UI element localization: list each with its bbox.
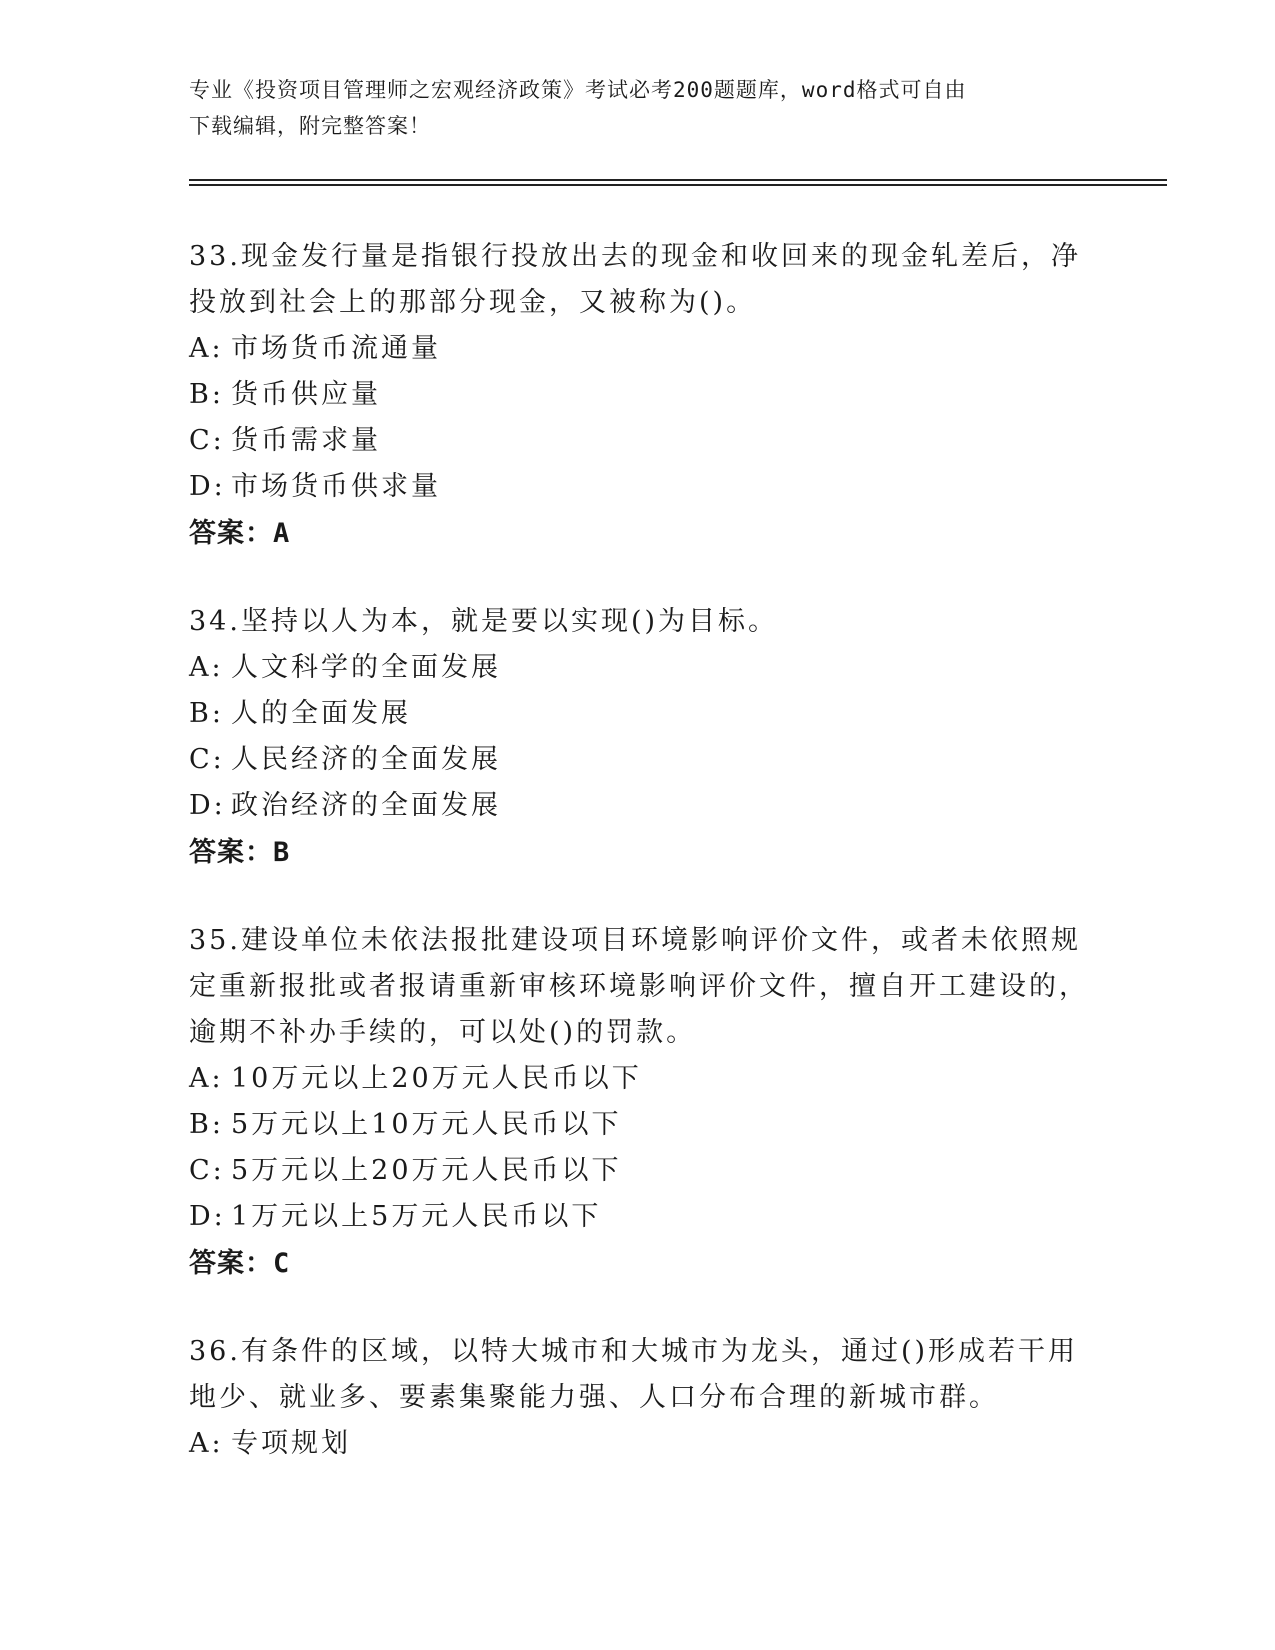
option-key: A: [189, 333, 224, 364]
question-number: 36. [189, 1336, 241, 1367]
option-key: B: [189, 379, 224, 410]
option-text: 专项规划 [231, 1428, 351, 1459]
question-list [189, 234, 1089, 1508]
option-b [189, 372, 1089, 418]
header-divider-bottom [189, 184, 1167, 186]
option-text: 市场货币供求量 [231, 471, 441, 502]
option-key: C: [189, 425, 225, 456]
option-text: 政治经济的全面发展 [231, 790, 501, 821]
document-header [189, 72, 1089, 144]
option-b [189, 691, 1089, 737]
option-a [189, 1056, 1089, 1102]
header-divider-top [189, 179, 1167, 181]
question-text: 建设单位未依法报批建设项目环境影响评价文件，或者未依照规定重新报批或者报请重新审核环境影响评价文件，擅自开工建设的，逾期不补办手续的，可以处()的罚款。 [189, 925, 1089, 1048]
question-stem [189, 1329, 1089, 1421]
option-key: A: [189, 1063, 224, 1094]
question-number: 34. [189, 606, 241, 637]
question-35 [189, 918, 1089, 1288]
question-33 [189, 234, 1089, 558]
option-key: B: [189, 1109, 224, 1140]
option-text: 1万元以上5万元人民币以下 [231, 1201, 602, 1232]
option-a [189, 326, 1089, 372]
option-text: 5万元以上10万元人民币以下 [231, 1109, 622, 1140]
answer-line: 答案：A [189, 518, 291, 549]
question-text: 现金发行量是指银行投放出去的现金和收回来的现金轧差后，净投放到社会上的那部分现金，又被称为()。 [189, 241, 1081, 318]
option-key: C: [189, 1155, 225, 1186]
option-key: D: [189, 471, 226, 502]
question-34 [189, 599, 1089, 877]
header-line-2: 下载编辑，附完整答案！ [189, 114, 431, 138]
question-text: 有条件的区域，以特大城市和大城市为龙头，通过()形成若干用地少、就业多、要素集聚能力强、人口分布合理的新城市群。 [189, 1336, 1079, 1413]
option-text: 人民经济的全面发展 [231, 744, 501, 775]
option-key: D: [189, 1201, 226, 1232]
option-text: 5万元以上20万元人民币以下 [231, 1155, 622, 1186]
question-stem [189, 599, 1089, 645]
option-text: 人的全面发展 [231, 698, 411, 729]
option-d [189, 783, 1089, 829]
option-d [189, 1194, 1089, 1240]
option-text: 货币供应量 [231, 379, 381, 410]
answer-line: 答案：C [189, 1248, 291, 1279]
option-c [189, 737, 1089, 783]
question-36 [189, 1329, 1089, 1467]
option-text: 人文科学的全面发展 [231, 652, 501, 683]
question-number: 33. [189, 241, 241, 272]
question-number: 35. [189, 925, 241, 956]
option-text: 10万元以上20万元人民币以下 [231, 1063, 642, 1094]
answer-line: 答案：B [189, 837, 291, 868]
option-key: B: [189, 698, 224, 729]
option-key: D: [189, 790, 226, 821]
option-text: 货币需求量 [231, 425, 381, 456]
question-stem [189, 918, 1089, 1056]
question-text: 坚持以人为本，就是要以实现()为目标。 [240, 606, 779, 637]
option-c [189, 1148, 1089, 1194]
option-a [189, 1421, 1089, 1467]
option-b [189, 1102, 1089, 1148]
option-a [189, 645, 1089, 691]
option-key: A: [189, 1428, 224, 1459]
option-c [189, 418, 1089, 464]
option-d [189, 464, 1089, 510]
header-line-1: 专业《投资项目管理师之宏观经济政策》考试必考200题题库，word格式可自由 [189, 78, 967, 102]
option-key: C: [189, 744, 225, 775]
option-key: A: [189, 652, 224, 683]
option-text: 市场货币流通量 [231, 333, 441, 364]
question-stem [189, 234, 1089, 326]
